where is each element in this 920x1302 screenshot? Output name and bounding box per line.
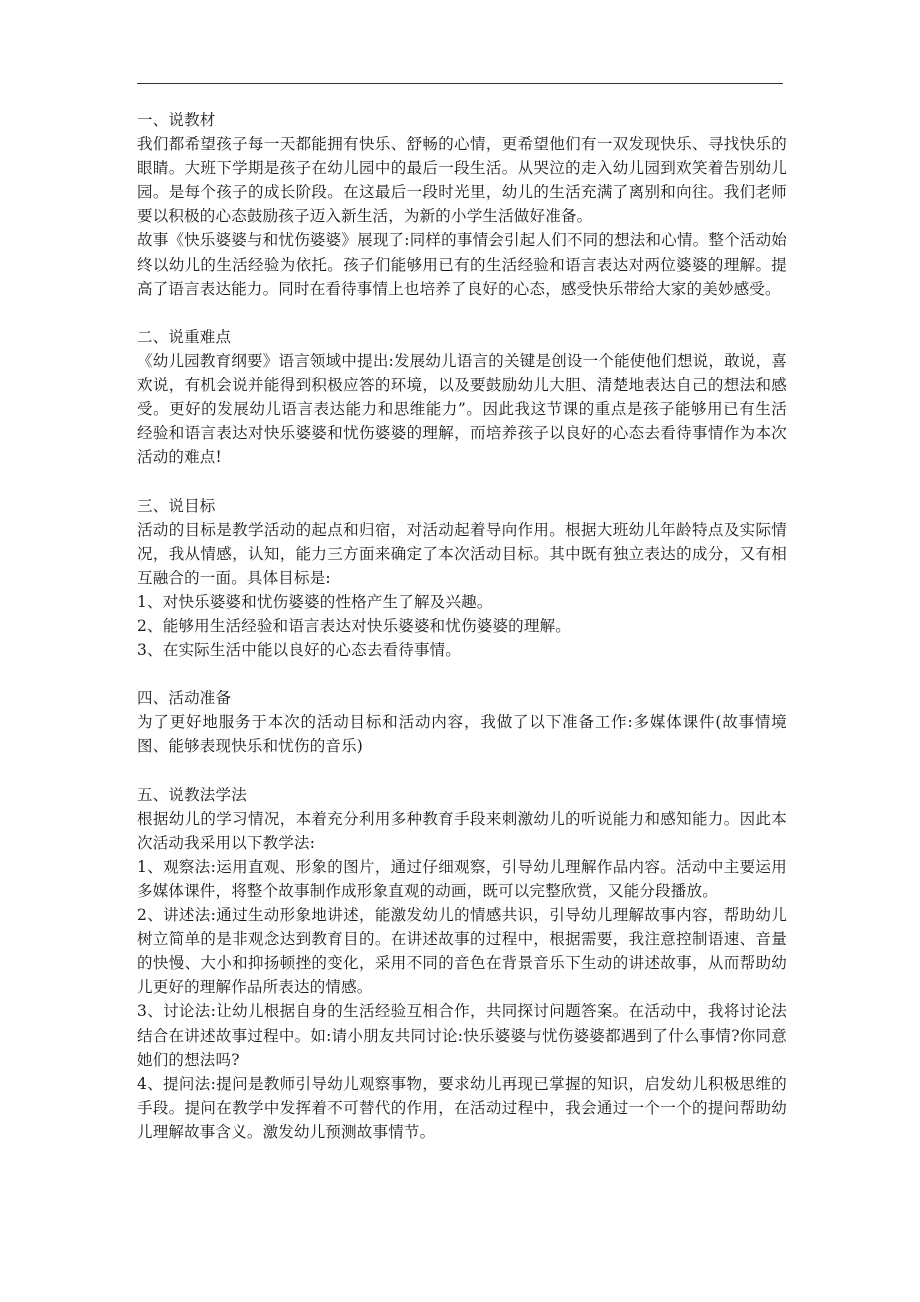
list-item: 2、讲述法:通过生动形象地讲述，能激发幼儿的情感共识，引导幼儿理解故事内容，帮助幼儿树立简单的是非观念达到教育目的。在讲述故事的过程中，根据需要，我注意控制语速、音量的快慢、大小和抑扬顿挫的变化，采用不同的音色在背景音乐下生动的讲述故事，从而帮助幼儿更好的理解作品所表达的情感。 <box>137 906 787 997</box>
section-preparation <box>137 686 787 758</box>
paragraph: 根据幼儿的学习情况，本着充分利用多种教育手段来刺激幼儿的听说能力和感知能力。因此本次活动我采用以下教学法: <box>137 809 787 852</box>
section-key-points <box>137 325 787 470</box>
paragraph: 故事《快乐婆婆与和忧伤婆婆》展现了:同样的事情会引起人们不同的想法和心情。整个活动始终以幼儿的生活经验为依托。孩子们能够用已有的生活经验和语言表达对两位婆婆的理解。提高了语言表达能力。同时在看待事情上也培养了良好的心态，感受快乐带给大家的美妙感受。 <box>137 231 787 298</box>
list-item: 1、观察法:运用直观、形象的图片，通过仔细观察，引导幼儿理解作品内容。活动中主要运用多媒体课件，将整个故事制作成形象直观的动画，既可以完整欣赏，又能分段播放。 <box>137 857 787 900</box>
list-item: 3、讨论法:让幼儿根据自身的生活经验互相合作，共同探讨问题答案。在活动中，我将讨论法结合在讲述故事过程中。如:请小朋友共同讨论:快乐婆婆与忧伤婆婆都遇到了什么事情?你同意她们的想法吗? <box>137 1002 787 1069</box>
list-item: 1、对快乐婆婆和忧伤婆婆的性格产生了解及兴趣。 <box>137 592 493 611</box>
paragraph: 《幼儿园教育纲要》语言领域中提出:发展幼儿语言的关键是创设一个能使他们想说，敢说，喜欢说，有机会说并能得到积极应答的环境，以及要鼓励幼儿大胆、清楚地表达自己的想法和感受。更好的发展幼儿语言表达能力和思维能力”。因此我这节课的重点是孩子能够用已有生活经验和语言表达对快乐婆婆和忧伤婆婆的理解，而培养孩子以良好的心态去看待事情作为本次活动的难点! <box>137 351 787 467</box>
section-heading: 二、说重难点 <box>137 327 232 346</box>
section-heading: 一、说教材 <box>137 111 216 129</box>
section-textbook <box>137 108 787 301</box>
section-heading: 三、说目标 <box>137 496 216 515</box>
paragraph: 活动的目标是教学活动的起点和归宿，对活动起着导向作用。根据大班幼儿年龄特点及实际情况，我从情感，认知，能力三方面来确定了本次活动目标。其中既有独立表达的成分，又有相互融合的一面。具体目标是: <box>137 520 787 587</box>
list-item: 2、能够用生活经验和语言表达对快乐婆婆和忧伤婆婆的理解。 <box>137 616 571 635</box>
header-rule <box>137 83 783 84</box>
document-body <box>137 108 787 1168</box>
list-item: 4、提问法:提问是教师引导幼儿观察事物，要求幼儿再现已掌握的知识，启发幼儿积极思维的手段。提问在教学中发挥着不可替代的作用，在活动过程中，我会通过一个一个的提问帮助幼儿理解故事含义。激发幼儿预测故事情节。 <box>137 1074 787 1141</box>
paragraph: 为了更好地服务于本次的活动目标和活动内容，我做了以下准备工作:多媒体课件(故事情境图、能够表现快乐和忧伤的音乐) <box>137 713 787 756</box>
section-heading: 五、说教法学法 <box>137 785 247 804</box>
section-heading: 四、活动准备 <box>137 689 232 708</box>
list-item: 3、在实际生活中能以良好的心态去看待事情。 <box>137 641 462 660</box>
section-methods <box>137 783 787 1144</box>
paragraph: 我们都希望孩子每一天都能拥有快乐、舒畅的心情，更希望他们有一双发现快乐、寻找快乐的眼睛。大班下学期是孩子在幼儿园中的最后一段生活。从哭泣的走入幼儿园到欢笑着告别幼儿园。是每个孩子的成长阶段。在这最后一段时光里，幼儿的生活充满了离别和向往。我们老师要以积极的心态鼓励孩子迈入新生活，为新的小学生活做好准备。 <box>137 135 787 226</box>
section-objectives <box>137 494 787 663</box>
